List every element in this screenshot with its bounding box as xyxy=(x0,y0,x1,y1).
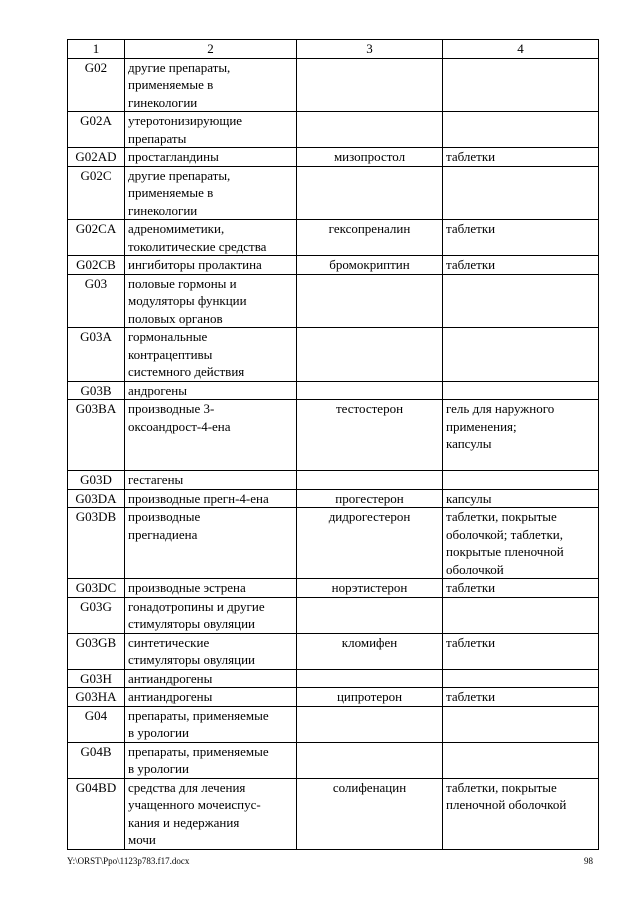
dosage-form-cell xyxy=(443,471,599,490)
group-name-cell: другие препараты, применяемые в гинекологии xyxy=(125,58,297,112)
group-name-cell: производные прегн-4-ена xyxy=(125,489,297,508)
atc-code-cell: G03H xyxy=(68,669,125,688)
drug-name-cell: ципротерон xyxy=(297,688,443,707)
dosage-form-cell xyxy=(443,597,599,633)
drug-name-cell xyxy=(297,742,443,778)
table-row xyxy=(68,166,599,220)
drug-name-cell: тестостерон xyxy=(297,400,443,471)
atc-code-cell: G03 xyxy=(68,274,125,328)
drug-name-cell: гексопреналин xyxy=(297,220,443,256)
drug-name-cell xyxy=(297,274,443,328)
atc-code-cell: G03HA xyxy=(68,688,125,707)
drug-name-cell: солифенацин xyxy=(297,778,443,849)
atc-code-cell: G02CA xyxy=(68,220,125,256)
atc-code-cell: G02AD xyxy=(68,148,125,167)
drug-table-body xyxy=(68,40,599,850)
table-row xyxy=(68,400,599,471)
table-row xyxy=(68,381,599,400)
header-cell-2: 2 xyxy=(125,40,297,59)
table-row xyxy=(68,579,599,598)
dosage-form-cell: таблетки, покрытые оболочкой; таблетки, покрытые пленочной оболочкой xyxy=(443,508,599,579)
dosage-form-cell xyxy=(443,381,599,400)
table-row xyxy=(68,597,599,633)
table-row xyxy=(68,633,599,669)
dosage-form-cell xyxy=(443,274,599,328)
table-row xyxy=(68,489,599,508)
atc-code-cell: G04 xyxy=(68,706,125,742)
dosage-form-cell xyxy=(443,669,599,688)
dosage-form-cell: капсулы xyxy=(443,489,599,508)
drug-name-cell: мизопростол xyxy=(297,148,443,167)
group-name-cell: антиандрогены xyxy=(125,688,297,707)
group-name-cell: гормональные контрацептивы системного действия xyxy=(125,328,297,382)
dosage-form-cell: таблетки xyxy=(443,148,599,167)
atc-code-cell: G04B xyxy=(68,742,125,778)
group-name-cell: препараты, применяемые в урологии xyxy=(125,742,297,778)
group-name-cell: препараты, применяемые в урологии xyxy=(125,706,297,742)
atc-code-cell: G04BD xyxy=(68,778,125,849)
dosage-form-cell xyxy=(443,58,599,112)
table-row xyxy=(68,58,599,112)
header-cell-1: 1 xyxy=(68,40,125,59)
atc-code-cell: G02CB xyxy=(68,256,125,275)
drug-name-cell xyxy=(297,328,443,382)
table-row xyxy=(68,508,599,579)
atc-code-cell: G03B xyxy=(68,381,125,400)
dosage-form-cell xyxy=(443,742,599,778)
dosage-form-cell: гель для наружного применения; капсулы xyxy=(443,400,599,471)
atc-code-cell: G03G xyxy=(68,597,125,633)
drug-name-cell xyxy=(297,112,443,148)
drug-name-cell xyxy=(297,669,443,688)
group-name-cell: синтетические стимуляторы овуляции xyxy=(125,633,297,669)
drug-name-cell: прогестерон xyxy=(297,489,443,508)
group-name-cell: утеротонизирующие препараты xyxy=(125,112,297,148)
header-cell-3: 3 xyxy=(297,40,443,59)
group-name-cell: антиандрогены xyxy=(125,669,297,688)
drug-name-cell xyxy=(297,58,443,112)
dosage-form-cell: таблетки xyxy=(443,256,599,275)
table-row xyxy=(68,148,599,167)
group-name-cell: другие препараты, применяемые в гинекологии xyxy=(125,166,297,220)
atc-code-cell: G02A xyxy=(68,112,125,148)
table-row xyxy=(68,669,599,688)
group-name-cell: гестагены xyxy=(125,471,297,490)
dosage-form-cell xyxy=(443,328,599,382)
dosage-form-cell: таблетки xyxy=(443,220,599,256)
group-name-cell: производные эстрена xyxy=(125,579,297,598)
atc-code-cell: G03D xyxy=(68,471,125,490)
drug-name-cell: бромокриптин xyxy=(297,256,443,275)
table-row xyxy=(68,688,599,707)
group-name-cell: простагландины xyxy=(125,148,297,167)
table-header-row xyxy=(68,40,599,59)
atc-code-cell: G03BA xyxy=(68,400,125,471)
table-row xyxy=(68,328,599,382)
drug-name-cell xyxy=(297,166,443,220)
table-row xyxy=(68,112,599,148)
atc-code-cell: G02 xyxy=(68,58,125,112)
drug-name-cell xyxy=(297,706,443,742)
group-name-cell: ингибиторы пролактина xyxy=(125,256,297,275)
footer-page-number: 98 xyxy=(584,856,593,866)
table-row xyxy=(68,706,599,742)
atc-code-cell: G02C xyxy=(68,166,125,220)
atc-code-cell: G03DB xyxy=(68,508,125,579)
table-row xyxy=(68,778,599,849)
drug-name-cell xyxy=(297,597,443,633)
group-name-cell: андрогены xyxy=(125,381,297,400)
table-row xyxy=(68,220,599,256)
table-row xyxy=(68,471,599,490)
atc-code-cell: G03GB xyxy=(68,633,125,669)
atc-code-cell: G03DC xyxy=(68,579,125,598)
drug-name-cell: норэтистерон xyxy=(297,579,443,598)
table-row xyxy=(68,742,599,778)
dosage-form-cell xyxy=(443,706,599,742)
table-row xyxy=(68,256,599,275)
dosage-form-cell xyxy=(443,112,599,148)
drug-name-cell xyxy=(297,471,443,490)
dosage-form-cell: таблетки xyxy=(443,633,599,669)
group-name-cell: гонадотропины и другие стимуляторы овуляции xyxy=(125,597,297,633)
atc-code-cell: G03DA xyxy=(68,489,125,508)
group-name-cell: производные 3- оксоандрост-4-ена xyxy=(125,400,297,471)
dosage-form-cell: таблетки xyxy=(443,688,599,707)
drug-name-cell xyxy=(297,381,443,400)
dosage-form-cell xyxy=(443,166,599,220)
dosage-form-cell: таблетки xyxy=(443,579,599,598)
group-name-cell: средства для лечения учащенного мочеиспус- кания и недержания мочи xyxy=(125,778,297,849)
drug-table xyxy=(67,39,599,850)
table-row xyxy=(68,274,599,328)
atc-code-cell: G03A xyxy=(68,328,125,382)
group-name-cell: половые гормоны и модуляторы функции половых органов xyxy=(125,274,297,328)
dosage-form-cell: таблетки, покрытые пленочной оболочкой xyxy=(443,778,599,849)
header-cell-4: 4 xyxy=(443,40,599,59)
group-name-cell: адреномиметики, токолитические средства xyxy=(125,220,297,256)
group-name-cell: производные прегнадиена xyxy=(125,508,297,579)
drug-name-cell: дидрогестерон xyxy=(297,508,443,579)
drug-name-cell: кломифен xyxy=(297,633,443,669)
footer-file-path: Y:\ORST\Ppo\1123p783.f17.docx xyxy=(67,856,190,866)
